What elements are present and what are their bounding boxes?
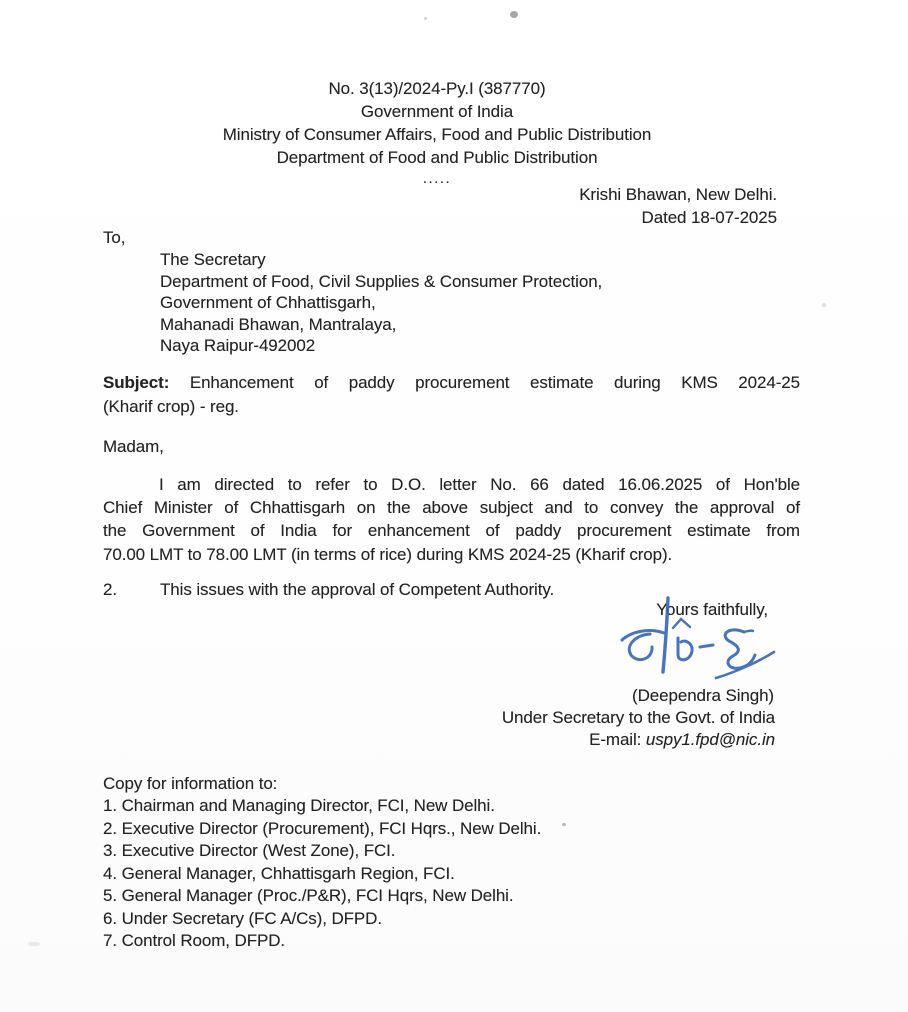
place-line: Krishi Bhawan, New Delhi. — [579, 185, 777, 204]
subject-text: Enhancement of paddy procurement estimate during KMS 2024-25 — [189, 373, 800, 392]
date-line: Dated 18-07-2025 — [641, 207, 777, 227]
signature-stroke — [678, 638, 692, 660]
cc-item: 2. Executive Director (Procurement), FCI Hqrs., New Delhi. — [103, 818, 542, 838]
subject-line-2: (Kharif crop) - reg. — [103, 396, 239, 416]
to-label: To, — [103, 228, 126, 247]
recipient-address — [160, 249, 602, 357]
recipient-line: Department of Food, Civil Supplies & Consumer Protection, — [160, 271, 603, 291]
org-ministry: Ministry of Consumer Affairs, Food and Public Distribution — [222, 125, 652, 144]
cc-item: 6. Under Secretary (FC A/Cs), DFPD. — [103, 908, 382, 928]
signature-stroke — [629, 634, 652, 660]
signatory-designation: Under Secretary to the Govt. of India — [501, 708, 775, 727]
email-address: uspy1.fpd@nic.in — [645, 730, 775, 749]
closing-line: Yours faithfully, — [656, 600, 768, 619]
body-paragraph-1 — [103, 473, 800, 566]
subject-line-1 — [103, 371, 800, 395]
scan-speck — [822, 303, 826, 307]
recipient-line: The Secretary — [160, 250, 266, 269]
scan-speck — [28, 942, 40, 946]
signature-stroke — [673, 619, 690, 628]
cc-item: 3. Executive Director (West Zone), FCI. — [103, 841, 396, 861]
subject-label: Subject: — [103, 373, 170, 392]
body-line: 70.00 LMT to 78.00 LMT (in terms of rice) during KMS 2024-25 (Kharif crop). — [103, 544, 673, 564]
cc-item: 4. General Manager, Chhattisgarh Region, FCI. — [103, 863, 455, 883]
recipient-line: Government of Chhattisgarh, — [160, 293, 376, 313]
salutation: Madam, — [103, 437, 164, 456]
org-government: Government of India — [360, 102, 514, 121]
letter-head — [20, 77, 854, 186]
signatory-email-line — [589, 730, 775, 750]
body-line: the Government of India for enhancement of paddy procurement estimate from — [103, 521, 800, 541]
separator-dots: ..... — [422, 170, 452, 187]
signature-stroke — [663, 598, 668, 672]
email-label: E-mail: — [589, 730, 642, 749]
signatory-name: (Deependra Singh) — [632, 686, 774, 705]
place-date-block — [579, 184, 777, 229]
paragraph-text: This issues with the approval of Competent Authority. — [160, 580, 555, 599]
cc-heading: Copy for information to: — [103, 774, 278, 793]
body-line: Chief Minister of Chhattisgarh on the above subject and to convey the approval of — [103, 498, 800, 518]
cc-item: 1. Chairman and Managing Director, FCI, New Delhi. — [103, 796, 495, 816]
signature-stroke — [700, 645, 713, 647]
cc-item: 7. Control Room, DFPD. — [103, 931, 286, 951]
signature-stroke — [725, 630, 755, 668]
body-line: I am directed to refer to D.O. letter No. 66 dated 16.06.2025 of Hon'ble — [159, 475, 800, 494]
paragraph-number: 2. — [103, 580, 117, 599]
scan-speck — [510, 11, 518, 18]
handwritten-signature — [612, 594, 784, 700]
org-department: Department of Food and Public Distribution — [276, 148, 598, 167]
recipient-line: Mahanadi Bhawan, Mantralaya, — [160, 314, 397, 334]
scan-speck — [562, 823, 566, 826]
subject-block — [103, 371, 800, 418]
reference-number: No. 3(13)/2024-Py.I (387770) — [328, 79, 546, 98]
signature-stroke — [744, 631, 753, 632]
cc-block — [103, 773, 541, 953]
recipient-line: Naya Raipur-492002 — [160, 336, 316, 356]
cc-item: 5. General Manager (Proc./P&R), FCI Hqrs, New Delhi. — [103, 886, 514, 906]
scan-speck — [424, 17, 427, 20]
